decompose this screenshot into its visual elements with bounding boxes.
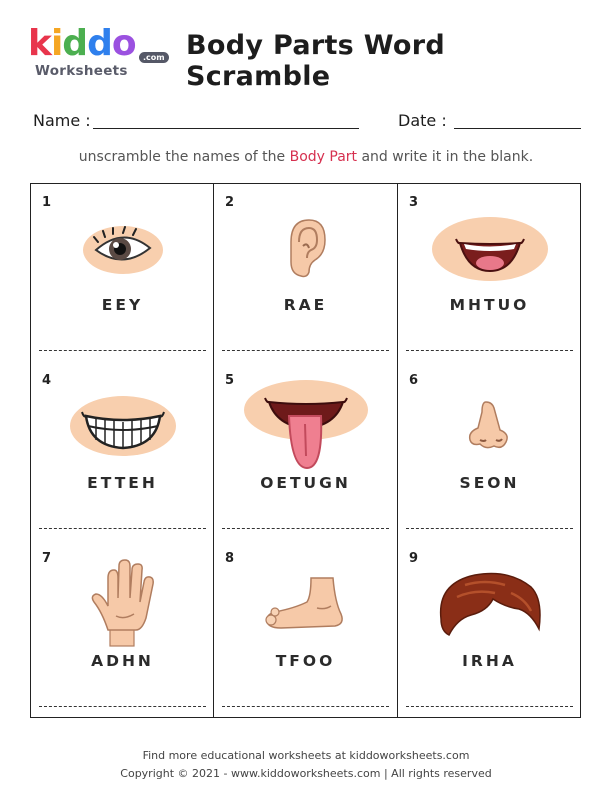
logo-wordmark (28, 23, 136, 64)
scramble-cell-5 (214, 362, 397, 540)
instruction-before: unscramble the names of the (78, 149, 290, 165)
scrambled-word: MHTUO (449, 296, 530, 314)
item-number: 1 (42, 195, 52, 210)
logo-letter: k (28, 23, 51, 64)
scrambled-word: IRHA (462, 652, 517, 670)
logo-subtitle: Worksheets (35, 63, 128, 79)
date-blank[interactable] (454, 128, 581, 129)
teeth-icon (31, 384, 214, 468)
item-number: 9 (409, 551, 419, 566)
name-label: Name : (33, 111, 91, 130)
answer-blank[interactable] (406, 706, 573, 707)
page-title: Body Parts Word Scramble (186, 30, 445, 92)
logo-com-badge: .com (139, 52, 169, 63)
answer-blank[interactable] (406, 528, 573, 529)
logo-letter: i (50, 23, 63, 64)
item-number: 4 (42, 373, 52, 388)
instruction-highlight: Body Part (289, 149, 358, 165)
answer-blank[interactable] (39, 350, 206, 351)
scramble-cell-1 (31, 184, 214, 362)
date-label: Date : (398, 111, 447, 130)
scrambled-word: ADHN (91, 652, 154, 670)
scramble-cell-2 (214, 184, 397, 362)
name-blank[interactable] (93, 128, 359, 129)
item-number: 5 (225, 373, 235, 388)
scramble-cell-9 (398, 540, 581, 718)
hair-icon (398, 562, 581, 646)
eye-icon (31, 206, 214, 290)
item-number: 8 (225, 551, 235, 566)
item-number: 6 (409, 373, 419, 388)
worksheet-grid (30, 183, 581, 718)
answer-blank[interactable] (222, 350, 389, 351)
logo-letter: d (62, 23, 88, 64)
scrambled-word: EEY (101, 296, 144, 314)
scramble-cell-4 (31, 362, 214, 540)
logo-letter: d (87, 23, 112, 64)
tongue-icon (214, 384, 397, 468)
answer-blank[interactable] (222, 706, 389, 707)
ear-icon (214, 206, 397, 290)
kiddo-worksheets-logo (28, 23, 173, 83)
logo-letter: o (111, 23, 136, 64)
scramble-cell-8 (214, 540, 397, 718)
scrambled-word: ETTEH (87, 474, 158, 492)
scramble-cell-3 (398, 184, 581, 362)
answer-blank[interactable] (222, 528, 389, 529)
scrambled-word: TFOO (275, 652, 336, 670)
hand-icon (31, 562, 214, 646)
footer-line-2: Copyright © 2021 - www.kiddoworksheets.com | All rights reserved (120, 767, 492, 780)
scrambled-word: SEON (459, 474, 520, 492)
answer-blank[interactable] (39, 528, 206, 529)
foot-icon (214, 562, 397, 646)
instruction-text (0, 149, 612, 165)
answer-blank[interactable] (39, 706, 206, 707)
answer-blank[interactable] (406, 350, 573, 351)
scramble-cell-6 (398, 362, 581, 540)
scramble-cell-7 (31, 540, 214, 718)
nose-icon (398, 384, 581, 468)
scrambled-word: OETUGN (260, 474, 351, 492)
mouth-icon (398, 206, 581, 290)
item-number: 7 (42, 551, 52, 566)
item-number: 3 (409, 195, 419, 210)
instruction-after: and write it in the blank. (357, 149, 534, 165)
item-number: 2 (225, 195, 235, 210)
footer-line-1: Find more educational worksheets at kiddoworksheets.com (142, 749, 470, 762)
scrambled-word: RAE (283, 296, 328, 314)
